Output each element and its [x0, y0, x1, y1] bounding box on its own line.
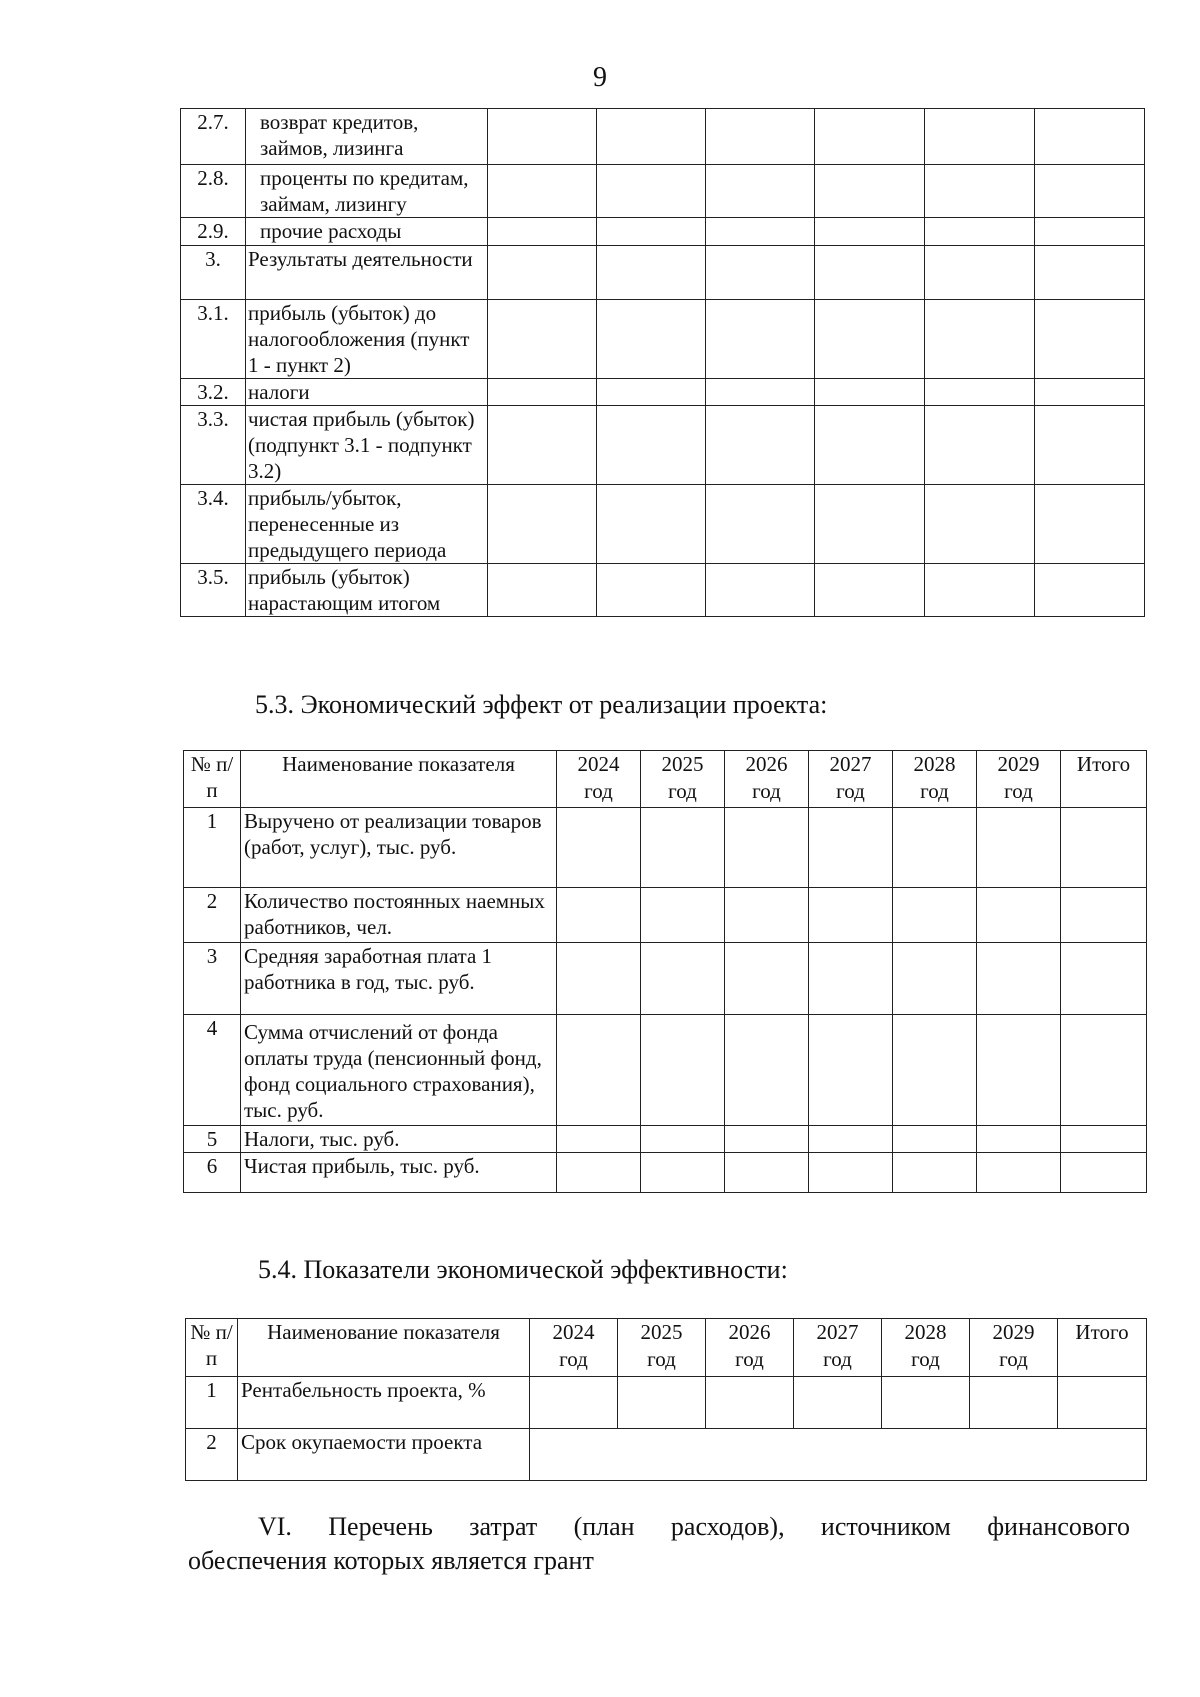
- col-header-year-2024: 2024 год: [530, 1319, 618, 1377]
- value-cell: [925, 379, 1035, 406]
- col-header-year-2027: 2027 год: [809, 751, 893, 808]
- col-header-total: Итого: [1058, 1319, 1147, 1377]
- col-header-year-2029: 2029 год: [977, 751, 1061, 808]
- table-row: [184, 943, 1147, 1015]
- row-number: 3.3.: [181, 406, 246, 485]
- value-cell: [815, 300, 925, 379]
- row-name: прочие расходы: [246, 218, 488, 246]
- value-cell: [977, 808, 1061, 888]
- value-cell: [706, 485, 815, 564]
- value-cell: [925, 300, 1035, 379]
- table-row: [181, 218, 1145, 246]
- col-header-year-2025: 2025 год: [618, 1319, 706, 1377]
- row-name: Выручено от реализации товаров (работ, услуг), тыс. руб.: [241, 808, 557, 888]
- value-cell: [809, 808, 893, 888]
- row-number: 1: [186, 1377, 238, 1429]
- value-cell: [706, 379, 815, 406]
- economic-effect-table: [183, 750, 1147, 1193]
- value-cell: [597, 300, 706, 379]
- value-cell: [706, 406, 815, 485]
- row-number: 2.7.: [181, 109, 246, 165]
- value-cell: [725, 1126, 809, 1153]
- row-name: возврат кредитов, займов, лизинга: [246, 109, 488, 165]
- value-cell: [815, 564, 925, 617]
- value-cell: [977, 1153, 1061, 1193]
- value-cell: [815, 218, 925, 246]
- table-row: [181, 379, 1145, 406]
- value-cell: [815, 109, 925, 165]
- value-cell: [809, 888, 893, 943]
- value-cell: [809, 943, 893, 1015]
- row-number: 5: [184, 1126, 241, 1153]
- value-cell: [925, 218, 1035, 246]
- value-cell: [893, 1015, 977, 1126]
- row-number: 4: [184, 1015, 241, 1126]
- value-cell: [794, 1377, 882, 1429]
- table-row: [184, 1153, 1147, 1193]
- section-vi-line-1: VI. Перечень затрат (план расходов), источником финансового: [258, 1512, 1130, 1541]
- col-header-year-2026: 2026 год: [706, 1319, 794, 1377]
- col-header-total: Итого: [1061, 751, 1147, 808]
- section-5-4-heading: 5.4. Показатели экономической эффективности:: [258, 1255, 788, 1284]
- row-name: Налоги, тыс. руб.: [241, 1126, 557, 1153]
- col-header-year-2029: 2029 год: [970, 1319, 1058, 1377]
- value-cell: [1035, 218, 1145, 246]
- value-cell: [925, 485, 1035, 564]
- col-header-name: Наименование показателя: [241, 751, 557, 808]
- value-cell: [809, 1126, 893, 1153]
- value-cell: [488, 246, 597, 300]
- value-cell: [557, 808, 641, 888]
- value-cell: [925, 246, 1035, 300]
- value-cell: [597, 109, 706, 165]
- section-vi-heading: [188, 1510, 1130, 1578]
- value-cell: [618, 1377, 706, 1429]
- value-cell: [1035, 485, 1145, 564]
- value-cell: [925, 109, 1035, 165]
- value-cell: [815, 406, 925, 485]
- value-cell: [530, 1377, 618, 1429]
- row-number: 3: [184, 943, 241, 1015]
- table-row: [184, 808, 1147, 888]
- value-cell: [977, 943, 1061, 1015]
- value-cell: [882, 1377, 970, 1429]
- table-row: [186, 1429, 1147, 1481]
- financial-plan-table: [180, 108, 1145, 617]
- value-cell: [893, 1153, 977, 1193]
- row-name: налоги: [246, 379, 488, 406]
- table-row: [181, 109, 1145, 165]
- value-cell: [1035, 379, 1145, 406]
- value-cell: [1061, 943, 1147, 1015]
- row-name: Количество постоянных наемных работников, чел.: [241, 888, 557, 943]
- col-header-number: № п/п: [186, 1319, 238, 1377]
- value-cell: [557, 888, 641, 943]
- row-number: 3.2.: [181, 379, 246, 406]
- table-header-row: [184, 751, 1147, 808]
- value-cell: [893, 943, 977, 1015]
- value-cell: [488, 109, 597, 165]
- value-cell: [893, 1126, 977, 1153]
- value-cell: [977, 1015, 1061, 1126]
- value-cell: [597, 246, 706, 300]
- row-name: прибыль (убыток) до налогообложения (пункт 1 - пункт 2): [246, 300, 488, 379]
- value-cell: [1058, 1377, 1147, 1429]
- section-5-3-heading: 5.3. Экономический эффект от реализации проекта:: [255, 690, 828, 719]
- value-cell: [488, 485, 597, 564]
- value-cell: [488, 218, 597, 246]
- value-cell: [893, 808, 977, 888]
- row-name: Чистая прибыль, тыс. руб.: [241, 1153, 557, 1193]
- value-cell: [1035, 406, 1145, 485]
- value-cell: [1035, 300, 1145, 379]
- value-cell: [1035, 109, 1145, 165]
- value-cell: [488, 379, 597, 406]
- value-cell: [1035, 564, 1145, 617]
- value-cell: [977, 888, 1061, 943]
- table-row: [181, 406, 1145, 485]
- value-cell: [641, 943, 725, 1015]
- table-header-row: [186, 1319, 1147, 1377]
- value-cell: [725, 1153, 809, 1193]
- value-cell: [815, 379, 925, 406]
- table-row: [181, 485, 1145, 564]
- row-number: 3.: [181, 246, 246, 300]
- value-cell: [725, 888, 809, 943]
- value-cell: [706, 300, 815, 379]
- row-number: 2: [186, 1429, 238, 1481]
- row-name: Сумма отчислений от фонда оплаты труда (пенсионный фонд, фонд социального страхования), тыс. руб.: [241, 1015, 557, 1126]
- value-cell: [1061, 808, 1147, 888]
- row-name: проценты по кредитам, займам, лизингу: [246, 165, 488, 218]
- table-row: [184, 1015, 1147, 1126]
- value-cell: [557, 1126, 641, 1153]
- economic-efficiency-table: [185, 1318, 1147, 1481]
- value-cell: [706, 564, 815, 617]
- table-row: [184, 1126, 1147, 1153]
- col-header-year-2024: 2024 год: [557, 751, 641, 808]
- value-cell: [925, 406, 1035, 485]
- value-cell: [809, 1153, 893, 1193]
- value-cell: [641, 1015, 725, 1126]
- row-name: Рентабельность проекта, %: [238, 1377, 530, 1429]
- value-cell: [706, 109, 815, 165]
- row-name: прибыль/убыток, перенесенные из предыдущего периода: [246, 485, 488, 564]
- value-cell: [597, 406, 706, 485]
- row-number: 2.8.: [181, 165, 246, 218]
- row-number: 3.5.: [181, 564, 246, 617]
- value-cell: [725, 1015, 809, 1126]
- row-number: 1: [184, 808, 241, 888]
- value-cell: [1035, 246, 1145, 300]
- page-number: 9: [593, 62, 607, 93]
- value-cell: [597, 564, 706, 617]
- value-cell: [488, 165, 597, 218]
- value-cell: [725, 943, 809, 1015]
- value-cell: [641, 1153, 725, 1193]
- table-row: [181, 165, 1145, 218]
- value-cell: [1035, 165, 1145, 218]
- col-header-year-2028: 2028 год: [893, 751, 977, 808]
- value-cell: [925, 564, 1035, 617]
- value-cell: [641, 1126, 725, 1153]
- value-cell: [488, 564, 597, 617]
- value-cell: [557, 1153, 641, 1193]
- row-name: Средняя заработная плата 1 работника в год, тыс. руб.: [241, 943, 557, 1015]
- value-cell: [893, 888, 977, 943]
- value-cell: [706, 246, 815, 300]
- row-name: прибыль (убыток) нарастающим итогом: [246, 564, 488, 617]
- value-cell: [1061, 1126, 1147, 1153]
- value-cell: [809, 1015, 893, 1126]
- value-cell: [815, 246, 925, 300]
- value-cell: [557, 943, 641, 1015]
- row-number: 3.1.: [181, 300, 246, 379]
- value-cell: [706, 218, 815, 246]
- value-cell: [557, 1015, 641, 1126]
- value-cell: [1061, 888, 1147, 943]
- col-header-number: № п/п: [184, 751, 241, 808]
- value-cell: [725, 808, 809, 888]
- col-header-year-2027: 2027 год: [794, 1319, 882, 1377]
- row-number: 6: [184, 1153, 241, 1193]
- value-cell: [641, 808, 725, 888]
- value-cell: [815, 165, 925, 218]
- table-row: [184, 888, 1147, 943]
- row-name: чистая прибыль (убыток) (подпункт 3.1 - подпункт 3.2): [246, 406, 488, 485]
- value-cell: [970, 1377, 1058, 1429]
- value-cell-merged: [530, 1429, 1147, 1481]
- value-cell: [925, 165, 1035, 218]
- value-cell: [641, 888, 725, 943]
- value-cell: [597, 218, 706, 246]
- col-header-year-2025: 2025 год: [641, 751, 725, 808]
- value-cell: [488, 406, 597, 485]
- table-row: [181, 300, 1145, 379]
- value-cell: [597, 165, 706, 218]
- row-number: 2: [184, 888, 241, 943]
- value-cell: [706, 1377, 794, 1429]
- table-row: [181, 246, 1145, 300]
- value-cell: [597, 379, 706, 406]
- table-row: [186, 1377, 1147, 1429]
- value-cell: [597, 485, 706, 564]
- value-cell: [1061, 1153, 1147, 1193]
- col-header-year-2028: 2028 год: [882, 1319, 970, 1377]
- row-number: 3.4.: [181, 485, 246, 564]
- row-name: Срок окупаемости проекта: [238, 1429, 530, 1481]
- col-header-year-2026: 2026 год: [725, 751, 809, 808]
- row-name: Результаты деятельности: [246, 246, 488, 300]
- value-cell: [815, 485, 925, 564]
- value-cell: [1061, 1015, 1147, 1126]
- table-row: [181, 564, 1145, 617]
- row-number: 2.9.: [181, 218, 246, 246]
- section-vi-line-2: обеспечения которых является грант: [188, 1546, 594, 1575]
- value-cell: [488, 300, 597, 379]
- value-cell: [977, 1126, 1061, 1153]
- value-cell: [706, 165, 815, 218]
- col-header-name: Наименование показателя: [238, 1319, 530, 1377]
